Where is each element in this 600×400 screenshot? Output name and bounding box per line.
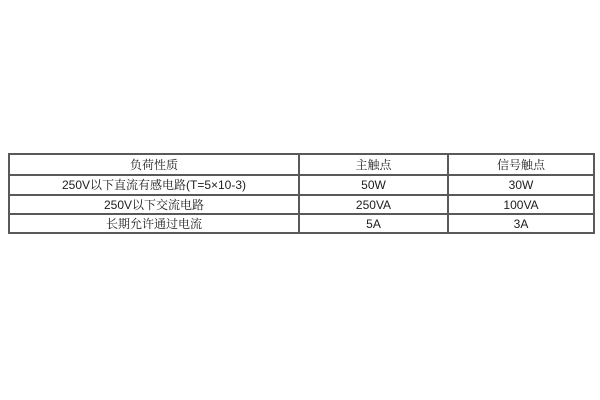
table-row	[9, 214, 594, 233]
main-contact-value-cell: 50W	[299, 175, 448, 195]
signal-contact-value-cell: 3A	[448, 214, 594, 233]
contact-load-rating-table	[8, 153, 595, 234]
column-header-load-type: 负荷性质	[9, 154, 299, 175]
load-type-cell: 长期允许通过电流	[9, 214, 299, 233]
column-header-signal-contact: 信号触点	[448, 154, 594, 175]
signal-contact-value-cell: 30W	[448, 175, 594, 195]
column-header-main-contact: 主触点	[299, 154, 448, 175]
load-type-cell: 250V以下直流有感电路(T=5×10-3)	[9, 175, 299, 195]
spec-table-container	[8, 153, 595, 234]
header-row	[9, 154, 594, 175]
main-contact-value-cell: 5A	[299, 214, 448, 233]
load-type-cell: 250V以下交流电路	[9, 195, 299, 214]
signal-contact-value-cell: 100VA	[448, 195, 594, 214]
table-row	[9, 175, 594, 195]
table-row	[9, 195, 594, 214]
main-contact-value-cell: 250VA	[299, 195, 448, 214]
